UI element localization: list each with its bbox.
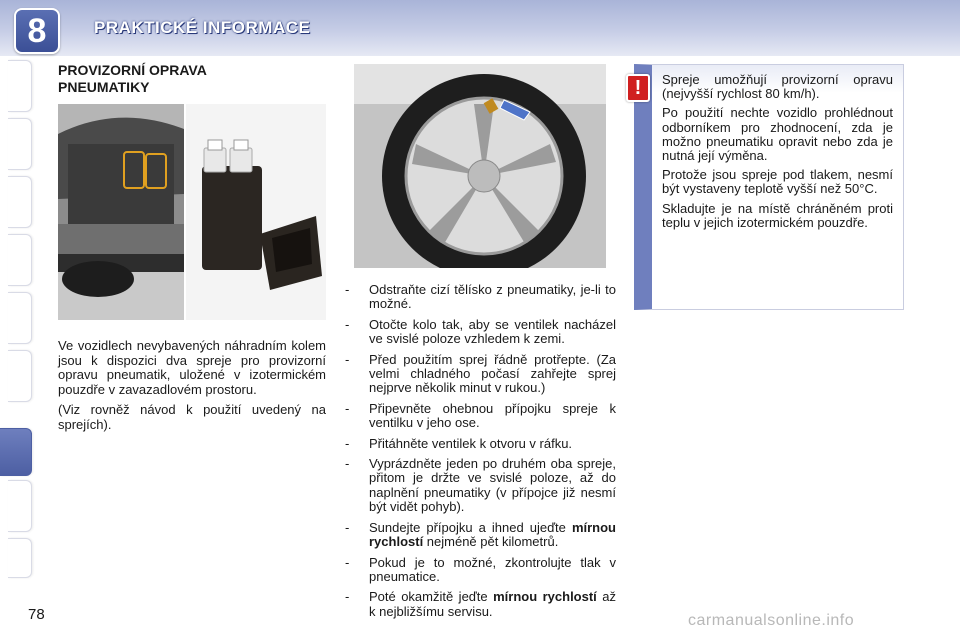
warning-paragraph-2: Po použití nechte vozidlo prohlédnout odborníkem pro zhodnocení, zda je možno pneumatiku opravit nebo zda je nutná její výměna.: [662, 105, 893, 164]
list-item: - Vyprázdněte jeden po druhém oba spreje, přitom je držte ve svislé poloze, až do naplnění pneumatiky (v přípojce již nesmí být vidět pohyb).: [345, 456, 616, 515]
warning-text: [662, 73, 893, 235]
spray-cans-photo: [186, 104, 326, 320]
warning-paragraph-3: Protože jsou spreje pod tlakem, nesmí být vystaveny teplotě vyšší než 50°C.: [662, 167, 893, 197]
chapter-badge: [14, 8, 60, 54]
chapter-tab-3[interactable]: [8, 176, 32, 228]
chapter-tabs: [0, 60, 36, 580]
list-item: - Otočte kolo tak, aby se ventilek nacházel ve svislé poloze vzhledem k zemi.: [345, 316, 616, 347]
section-title-line1: PROVIZORNÍ OPRAVA: [58, 62, 207, 78]
intro-text: [58, 339, 326, 439]
intro-paragraph-1: Ve vozidlech nevybavených náhradním kolem jsou k dispozici dva spreje pro provizorní opravu pneumatik, uložené v izotermickém pouzdře v zavazadlovém prostoru.: [58, 338, 326, 397]
trunk-photo: [58, 104, 184, 320]
chapter-number: 8: [27, 12, 47, 50]
list-item: - Připevněte ohebnou přípojku spreje k ventilku v jeho ose.: [345, 400, 616, 431]
chapter-tab-8-active[interactable]: [0, 428, 32, 476]
section-title: [58, 62, 308, 96]
chapter-tab-9[interactable]: [8, 480, 32, 532]
list-item: - Před použitím sprej řádně protřepte. (Za velmi chladného počasí zahřejte sprej nejprve několik minut v rukou.): [345, 351, 616, 396]
chapter-tab-1[interactable]: [8, 60, 32, 112]
intro-paragraph-2: (Viz rovněž návod k použití uvedený na sprejích).: [58, 402, 326, 432]
wheel-photo: [354, 64, 606, 268]
list-item: - Poté okamžitě jeďte mírnou rychlostí až k nejbližšímu servisu.: [345, 589, 616, 619]
list-item: - Sundejte přípojku a ihned ujeďte mírnou rychlostí nejméně pět kilometrů.: [345, 519, 616, 550]
warning-paragraph-4: Skladujte je na místě chráněném proti teplu v jejich izotermickém pouzdře.: [662, 200, 893, 230]
chapter-tab-2[interactable]: [8, 118, 32, 170]
page-title: PRAKTICKÉ INFORMACE: [94, 18, 311, 37]
section-title-line2: PNEUMATIKY: [58, 79, 150, 95]
list-item: - Odstraňte cizí tělísko z pneumatiky, je-li to možné.: [345, 282, 616, 312]
warning-icon: !: [626, 74, 650, 102]
chapter-tab-6[interactable]: [8, 350, 32, 402]
repair-steps-list: [344, 283, 616, 625]
warning-box: [634, 64, 904, 310]
page-number: 78: [28, 606, 45, 623]
watermark: carmanualsonline.info: [688, 612, 855, 629]
chapter-tab-5[interactable]: [8, 292, 32, 344]
chapter-tab-4[interactable]: [8, 234, 32, 286]
chapter-tab-10[interactable]: [8, 538, 32, 578]
list-item: - Pokud je to možné, zkontrolujte tlak v pneumatice.: [345, 554, 616, 584]
warning-paragraph-1: Spreje umožňují provizorní opravu (nejvyšší rychlost 80 km/h).: [662, 72, 893, 102]
list-item: - Přitáhněte ventilek k otvoru v ráfku.: [345, 435, 573, 451]
